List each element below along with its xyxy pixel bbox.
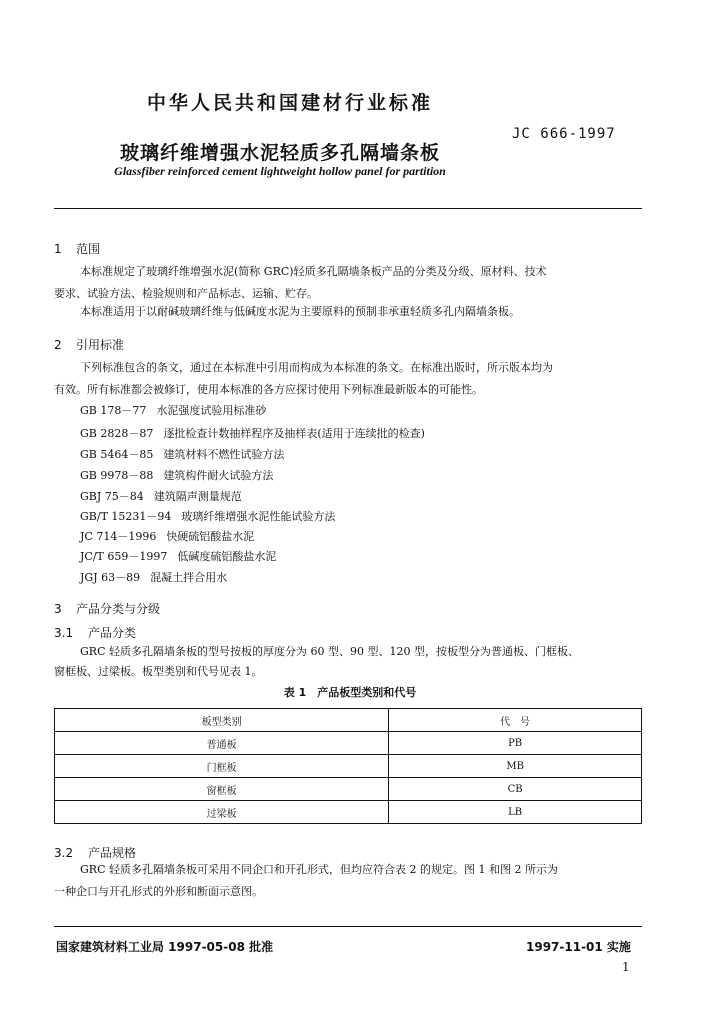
effective-date: 1997-11-01 实施 (526, 940, 631, 954)
subsection-3-1-paragraph-line-1: GRC 轻质多孔隔墙条板的型号按板的厚度分为 60 型、90 型、120 型，按板型分为普通板、门框板、 (80, 645, 579, 658)
table-header-cell: 板型类别 (55, 709, 389, 732)
document-title-english: Glassfiber reinforced cement lightweight hollow panel for partition (114, 164, 446, 178)
standard-number: JC 666-1997 (512, 126, 616, 142)
reference-item (80, 402, 266, 418)
section-1-paragraph-2: 本标准适用于以耐碱玻璃纤维与低碱度水泥为主要原料的预制非承重轻质多孔内隔墙条板。 (80, 305, 520, 318)
section-1-paragraph-1-line-2: 要求、试验方法、检验规则和产品标志、运输、贮存。 (54, 287, 318, 300)
reference-name: 逐批检查计数抽样程序及抽样表(适用于连续批的检查) (163, 427, 425, 440)
table-cell-type: 窗框板 (55, 778, 389, 801)
reference-name: 建筑构件耐火试验方法 (163, 469, 274, 482)
table-cell-type: 过梁板 (55, 801, 389, 824)
page-number: 1 (622, 960, 630, 974)
table-row (55, 778, 642, 801)
section-3-heading (54, 600, 160, 617)
section-title: 范围 (76, 242, 101, 256)
table-cell-type: 普通板 (55, 732, 389, 755)
reference-code: GBJ 75－84 (80, 490, 144, 503)
reference-item (80, 569, 227, 585)
issuing-organization: 中华人民共和国建材行业标准 (146, 92, 433, 114)
table-header-row (55, 709, 642, 732)
table-cell-type: 门框板 (55, 755, 389, 778)
subsection-number: 3.1 (54, 626, 74, 640)
product-type-table (54, 708, 642, 824)
subsection-3-1-heading (54, 624, 136, 641)
subsection-number: 3.2 (54, 846, 74, 860)
approval-statement: 国家建筑材料工业局 1997-05-08 批准 (56, 940, 274, 954)
section-title: 引用标准 (76, 338, 125, 352)
subsection-3-2-paragraph-line-2: 一种企口与开孔形式的外形和断面示意图。 (54, 885, 263, 898)
table-cell-code: LB (389, 801, 642, 824)
section-1-paragraph-1-line-1: 本标准规定了玻璃纤维增强水泥(简称 GRC)轻质多孔隔墙条板产品的分类及分级、原材料、技术 (80, 265, 547, 278)
reference-name: 玻璃纤维增强水泥性能试验方法 (181, 510, 336, 523)
reference-item (80, 488, 242, 504)
table-cell-code: CB (389, 778, 642, 801)
subsection-3-1-paragraph-line-2: 窗框板、过梁板。板型类别和代号见表 1。 (54, 665, 263, 678)
table-cell-code: MB (389, 755, 642, 778)
subsection-title: 产品规格 (88, 846, 137, 860)
section-1-heading (54, 240, 100, 257)
reference-name: 快硬硫铝酸盐水泥 (166, 530, 255, 543)
reference-code: JC/T 659－1997 (80, 550, 168, 563)
reference-item (80, 528, 254, 544)
footer-divider (54, 926, 642, 927)
section-number: 3 (54, 602, 62, 616)
header-divider (54, 208, 642, 209)
reference-code: JC 714－1996 (80, 530, 157, 543)
reference-item (80, 446, 284, 462)
reference-item (80, 425, 425, 441)
document-title-chinese: 玻璃纤维增强水泥轻质多孔隔墙条板 (119, 142, 440, 164)
reference-code: GB 2828－87 (80, 427, 154, 440)
section-number: 1 (54, 242, 62, 256)
section-2-heading (54, 336, 124, 353)
reference-name: 建筑材料不燃性试验方法 (163, 448, 285, 461)
reference-item (80, 467, 273, 483)
reference-item (80, 548, 276, 564)
section-number: 2 (54, 338, 62, 352)
reference-name: 低碱度硫铝酸盐水泥 (177, 550, 277, 563)
reference-name: 混凝土拌合用水 (150, 571, 228, 584)
reference-code: JGJ 63－89 (80, 571, 141, 584)
subsection-title: 产品分类 (88, 626, 137, 640)
subsection-3-2-heading (54, 844, 136, 861)
table-header-cell: 代 号 (389, 709, 642, 732)
subsection-3-2-paragraph-line-1: GRC 轻质多孔隔墙条板可采用不同企口和开孔形式，但均应符合表 2 的规定。图 1 和图 2 所示为 (80, 863, 558, 876)
section-title: 产品分类与分级 (76, 602, 161, 616)
reference-code: GB 5464－85 (80, 448, 154, 461)
table-cell-code: PB (389, 732, 642, 755)
reference-code: GB/T 15231－94 (80, 510, 172, 523)
reference-item (80, 508, 335, 524)
reference-name: 水泥强度试验用标准砂 (156, 404, 267, 417)
section-2-paragraph-line-1: 下列标准包含的条文，通过在本标准中引用而构成为本标准的条文。在标准出版时，所示版本均为 (80, 361, 553, 374)
table-row (55, 732, 642, 755)
section-2-paragraph-line-2: 有效。所有标准都会被修订，使用本标准的各方应探讨使用下列标准最新版本的可能性。 (54, 383, 483, 396)
table-row (55, 755, 642, 778)
table-row (55, 801, 642, 824)
reference-code: GB 9978－88 (80, 469, 154, 482)
reference-code: GB 178－77 (80, 404, 147, 417)
table-1-caption: 表 1 产品板型类别和代号 (283, 686, 417, 699)
reference-name: 建筑隔声测量规范 (153, 490, 242, 503)
